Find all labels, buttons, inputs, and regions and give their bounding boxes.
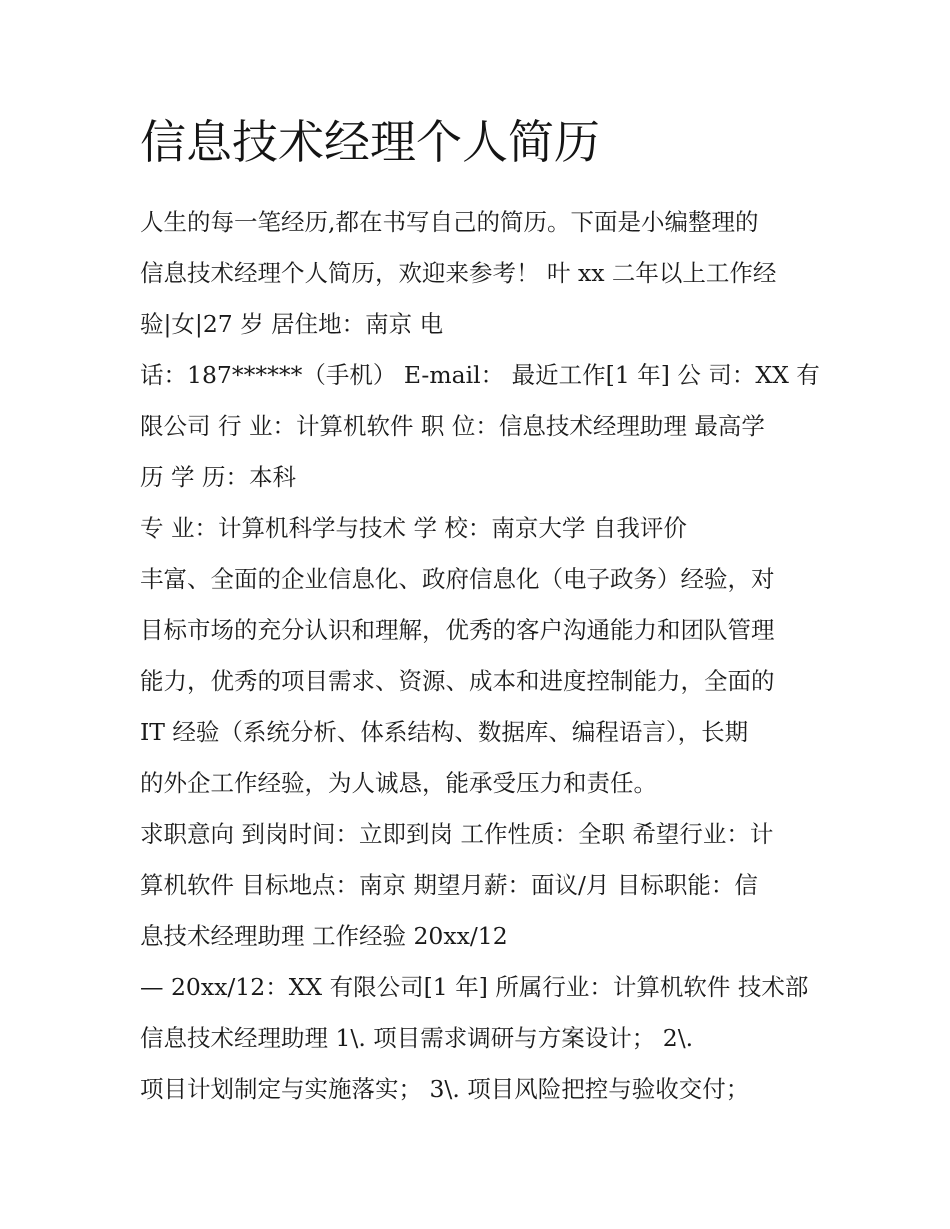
body-line: 息技术经理助理 工作经验 20xx/12 [140,922,508,950]
document-body [140,199,830,1117]
body-line: 算机软件 目标地点：南京 期望月薪：面议/月 目标职能：信 [140,871,758,899]
body-line: 验|女|27 岁 居住地：南京 电 [140,310,444,338]
body-line: 话：187******（手机） E-mail： 最近工作[1 年] 公 司：XX 有 [140,361,820,389]
body-line: — 20xx/12：XX 有限公司[1 年] 所属行业：计算机软件 技术部 [140,973,809,1001]
body-line: 信息技术经理助理 1\. 项目需求调研与方案设计； 2\. [140,1024,694,1052]
body-line: 目标市场的充分认识和理解，优秀的客户沟通能力和团队管理 [140,616,775,644]
body-line: 专 业：计算机科学与技术 学 校：南京大学 自我评价 [140,514,687,542]
body-line: 求职意向 到岗时间：立即到岗 工作性质：全职 希望行业：计 [140,820,774,848]
body-line: 能力，优秀的项目需求、资源、成本和进度控制能力，全面的 [140,667,775,695]
body-line: 人生的每一笔经历,都在书写自己的简历。下面是小编整理的 [140,208,759,236]
body-line: 历 学 历：本科 [140,463,296,491]
body-line: 限公司 行 业：计算机软件 职 位：信息技术经理助理 最高学 [140,412,765,440]
body-line: IT 经验（系统分析、体系结构、数据库、编程语言），长期 [140,718,749,746]
body-line: 信息技术经理个人简历，欢迎来参考！ 叶 xx 二年以上工作经 [140,259,777,287]
body-line: 的外企工作经验，为人诚恳，能承受压力和责任。 [140,769,657,797]
document-title: 信息技术经理个人简历 [140,115,600,169]
body-line: 项目计划制定与实施落实； 3\. 项目风险把控与验收交付； [140,1075,750,1103]
body-line: 丰富、全面的企业信息化、政府信息化（电子政务）经验，对 [140,565,775,593]
